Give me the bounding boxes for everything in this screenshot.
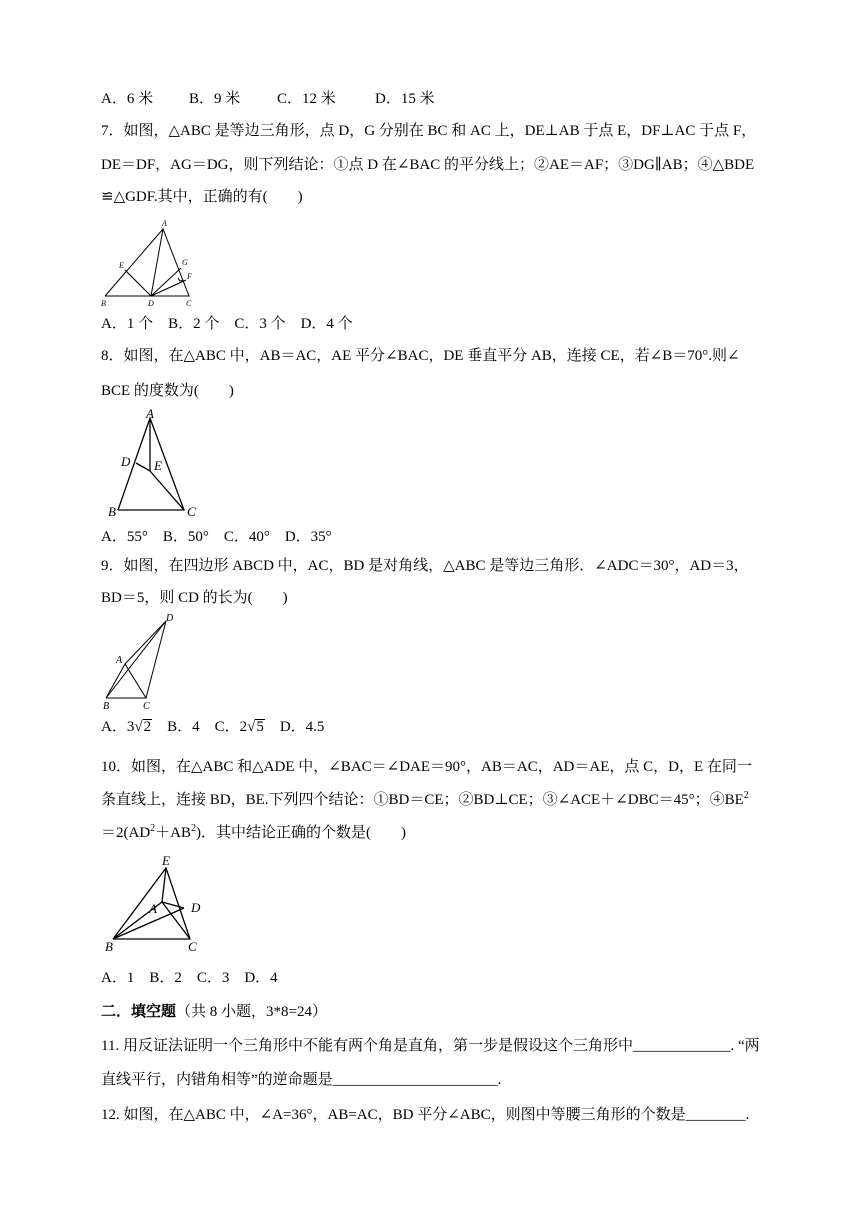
q8-text-line1: 8．如图，在△ABC 中，AB＝AC，AE 平分∠BAC，DE 垂直平分 AB，连接 CE，若∠B＝70°.则∠ xyxy=(101,348,740,364)
q10-options: A．1 B．2 C．3 D．4 xyxy=(101,970,278,986)
q7-triangle-abc xyxy=(105,229,189,296)
q9-segment-cd xyxy=(146,621,166,698)
q10-superscript: 2 xyxy=(191,823,197,834)
q10-figure xyxy=(102,850,212,955)
q9-option-a-prefix: A．3 xyxy=(101,719,135,735)
q10-superscript: 2 xyxy=(743,790,749,801)
q10-text-line3 xyxy=(101,823,406,843)
q9-label-c: C xyxy=(143,701,150,712)
q9-options-middle: B．4 C．2 xyxy=(152,719,248,735)
q9-option-a-sqrt: √2 xyxy=(134,719,152,735)
q9-option-a-radicand: 2 xyxy=(143,719,152,735)
q7-text-line3: ≌△GDF.其中，正确的有( ) xyxy=(101,189,303,205)
q9-text-line2: BD＝5，则 CD 的长为( ) xyxy=(101,590,288,606)
q10-label-b: B xyxy=(105,939,113,954)
q8-segment-de xyxy=(136,463,150,471)
q9-option-d: D．4.5 xyxy=(264,719,325,735)
q9-triangle-abc xyxy=(106,664,146,698)
q10-label-a: A xyxy=(149,901,157,916)
q7-figure xyxy=(96,218,206,306)
section-title: 二．填空题 xyxy=(101,1004,177,1020)
q8-label-e: E xyxy=(154,458,162,473)
q10-label-c: C xyxy=(188,939,197,954)
q9-figure xyxy=(98,612,188,712)
q9-segment-bd xyxy=(106,621,166,698)
section-heading xyxy=(101,1002,327,1022)
q7-label-f: F xyxy=(187,272,192,281)
q7-label-c: C xyxy=(186,299,192,308)
q9-option-c-radicand: 5 xyxy=(256,719,264,735)
q9-label-b: B xyxy=(103,701,110,712)
q8-options: A．55° B．50° C．40° D．35° xyxy=(101,529,332,545)
q7-label-g: G xyxy=(182,258,188,267)
q10-line3-part1: ＝2(AD xyxy=(101,825,151,841)
q11-text-line1: 11. 用反证法证明一个三角形中不能有两个角是直角，第一步是假设这个三角形中_____________. “两 xyxy=(101,1038,760,1054)
q10-label-e: E xyxy=(162,853,170,868)
q7-text-line1: 7．如图，△ABC 是等边三角形，点 D，G 分别在 BC 和 AC 上，DE⊥AB 于点 E，DF⊥AC 于点 F， xyxy=(101,123,757,139)
q12-text-line1: 12. 如图，在△ABC 中，∠A=36°，AB=AC，BD 平分∠ABC，则图中等腰三角形的个数是________. xyxy=(101,1107,750,1123)
q9-label-a: A xyxy=(116,655,123,666)
q9-label-d: D xyxy=(166,613,174,624)
q9-segment-ad xyxy=(125,621,166,664)
q7-label-d: D xyxy=(148,299,154,308)
q9-options xyxy=(101,717,324,737)
q8-label-a: A xyxy=(146,406,154,421)
section-note: （共 8 小题，3*8=24） xyxy=(176,1004,327,1020)
q7-label-e: E xyxy=(119,261,124,270)
q6-option-d: D．15 米 xyxy=(375,91,435,107)
q11-text-line2: 直线平行，内错角相等”的逆命题是______________________. xyxy=(101,1072,502,1088)
q7-segment-df xyxy=(151,280,186,296)
q8-label-c: C xyxy=(187,504,196,519)
q8-label-b: B xyxy=(108,504,116,519)
q7-text-line2: DE＝DF，AG＝DG，则下列结论：①点 D 在∠BAC 的平分线上；②AE＝AF；③DG∥AB；④△BDE xyxy=(101,157,755,173)
q8-figure xyxy=(106,408,206,518)
q7-label-b: B xyxy=(101,299,106,308)
q10-label-d: D xyxy=(191,900,201,915)
q7-segment-de xyxy=(125,270,151,296)
q9-option-c-sqrt: √5 xyxy=(247,719,264,735)
q6-options xyxy=(101,89,435,109)
q10-superscript: 2 xyxy=(150,823,156,834)
q10-segment-ac xyxy=(162,902,190,939)
q8-label-d: D xyxy=(121,454,131,469)
q6-option-a: A．6 米 xyxy=(101,91,154,107)
q10-line2-text: 条直线上，连接 BD，BE.下列四个结论：①BD＝CE；②BD⊥CE；③∠ACE＋∠DBC＝45°；④BE xyxy=(101,792,744,808)
q6-option-c: C．12 米 xyxy=(277,91,336,107)
q10-text-line1: 10．如图，在△ABC 和△ADE 中，∠BAC＝∠DAE＝90°，AB＝AC，AD＝AE，点 C，D，E 在同一 xyxy=(101,759,752,775)
q10-line3-part3: )．其中结论正确的个数是( ) xyxy=(196,825,407,841)
q8-text-line2: BCE 的度数为( ) xyxy=(101,383,234,399)
q8-segment-ec xyxy=(150,471,184,510)
q6-option-b: B．9 米 xyxy=(189,91,241,107)
q7-options: A．1 个 B．2 个 C．3 个 D．4 个 xyxy=(101,316,353,332)
q9-text-line1: 9．如图，在四边形 ABCD 中，AC，BD 是对角线，△ABC 是等边三角形．∠ADC＝30°，AD＝3， xyxy=(101,558,749,574)
q7-label-a: A xyxy=(162,219,167,228)
q10-line3-part2: ＋AB xyxy=(155,825,192,841)
q10-text-line2 xyxy=(101,790,749,810)
